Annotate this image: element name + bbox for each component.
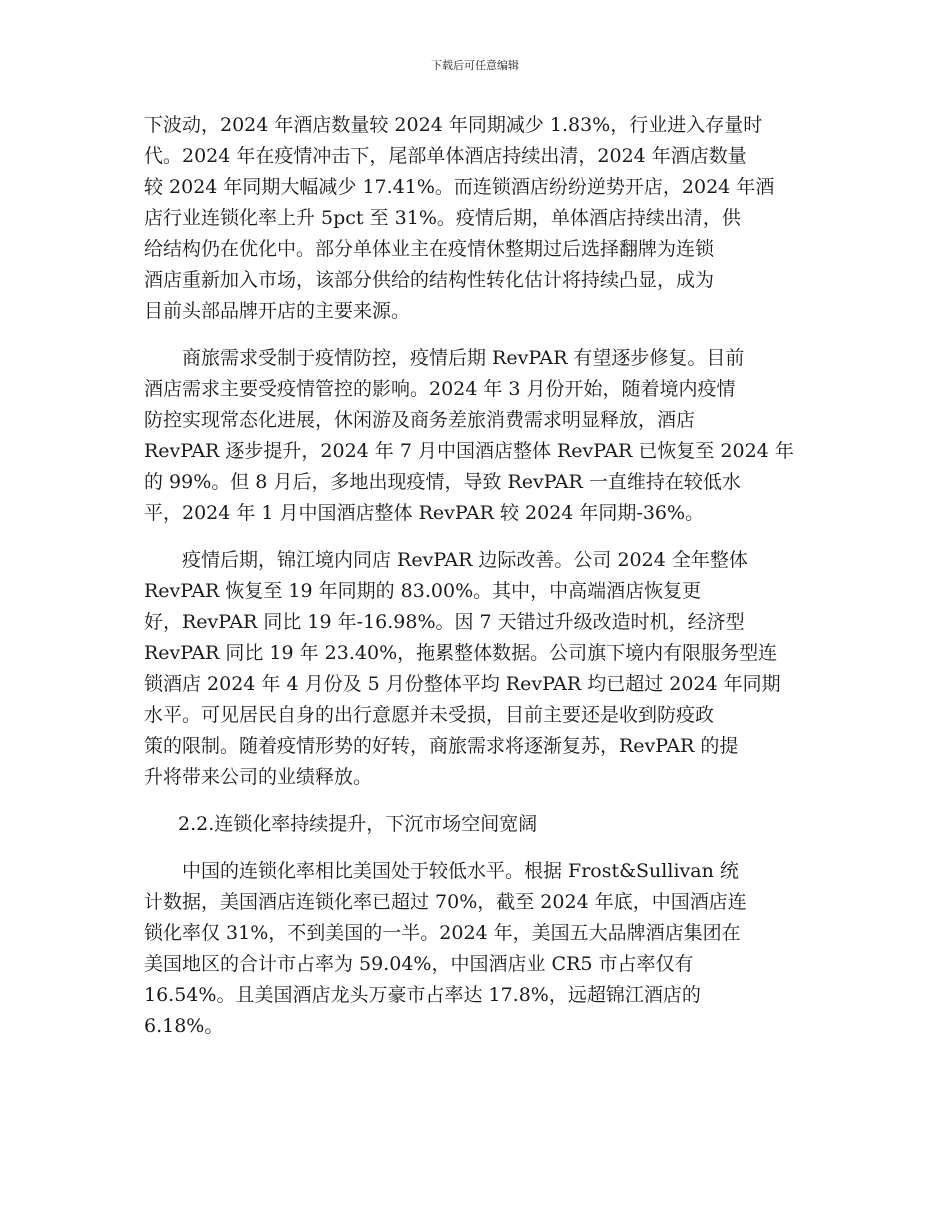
paragraph-2 [144,343,812,529]
text-line: 酒店需求主要受疫情管控的影响。2024 年 3 月份开始，随着境内疫情 [144,378,736,400]
text-line: RevPAR 恢复至 19 年同期的 83.00%。其中，中高端酒店恢复更 [144,580,702,602]
text-line: 美国地区的合计市占率为 59.04%，中国酒店业 CR5 市占率仅有 [144,953,694,975]
paragraph-1 [144,110,812,327]
text-line: RevPAR 同比 19 年 23.40%，拖累整体数据。公司旗下境内有限服务型连 [144,642,778,664]
text-line: 代。2024 年在疫情冲击下，尾部单体酒店持续出清，2024 年酒店数量 [144,145,747,167]
page-header: 下载后可任意编辑 [431,59,519,72]
text-line: 升将带来公司的业绩释放。 [144,766,373,788]
paragraph-3 [144,545,812,793]
paragraph-4 [144,856,812,1042]
text-line: 6.18%。 [144,1015,224,1037]
text-line: 目前头部品牌开店的主要来源。 [144,300,411,322]
text-line: 中国的连锁化率相比美国处于较低水平。根据 Frost&Sullivan 统 [182,860,739,882]
text-line: 较 2024 年同期大幅减少 17.41%。而连锁酒店纷纷逆势开店，2024 年酒 [144,176,775,198]
text-line: 好，RevPAR 同比 19 年-16.98%。因 7 天错过升级改造时机，经济型 [144,611,745,633]
text-line: 策的限制。随着疫情形势的好转，商旅需求将逐渐复苏，RevPAR 的提 [144,735,739,757]
text-line: 锁酒店 2024 年 4 月份及 5 月份整体平均 RevPAR 均已超过 2024 年同期 [144,673,781,695]
text-line: 防控实现常态化进展，休闲游及商务差旅消费需求明显释放，酒店 [144,409,696,431]
section-heading [144,809,812,840]
text-line: RevPAR 逐步提升，2024 年 7 月中国酒店整体 RevPAR 已恢复至 2024 年 [144,440,794,462]
text-line: 16.54%。且美国酒店龙头万豪市占率达 17.8%，远超锦江酒店的 [144,984,701,1006]
text-line: 计数据，美国酒店连锁化率已超过 70%，截至 2024 年底，中国酒店连 [144,891,747,913]
section-heading-text: 2.2.连锁化率持续提升，下沉市场空间宽阔 [178,813,538,835]
text-line: 酒店重新加入市场，该部分供给的结构性转化估计将持续凸显，成为 [144,269,715,291]
text-line: 平，2024 年 1 月中国酒店整体 RevPAR 较 2024 年同期-36%。 [144,502,705,524]
text-line: 下波动，2024 年酒店数量较 2024 年同期减少 1.83%，行业进入存量时 [144,114,763,136]
text-line: 的 99%。但 8 月后，多地出现疫情，导致 RevPAR 一直维持在较低水 [144,471,741,493]
text-line: 疫情后期，锦江境内同店 RevPAR 边际改善。公司 2024 全年整体 [182,549,748,571]
text-line: 锁化率仅 31%，不到美国的一半。2024 年，美国五大品牌酒店集团在 [144,922,741,944]
text-line: 商旅需求受制于疫情防控，疫情后期 RevPAR 有望逐步修复。目前 [182,347,745,369]
text-line: 水平。可见居民自身的出行意愿并未受损，目前主要还是收到防疫政 [144,704,715,726]
text-line: 店行业连锁化率上升 5pct 至 31%。疫情后期，单体酒店持续出清，供 [144,207,741,229]
text-line: 给结构仍在优化中。部分单体业主在疫情休整期过后选择翻牌为连锁 [144,238,715,260]
document-body [144,110,812,1058]
